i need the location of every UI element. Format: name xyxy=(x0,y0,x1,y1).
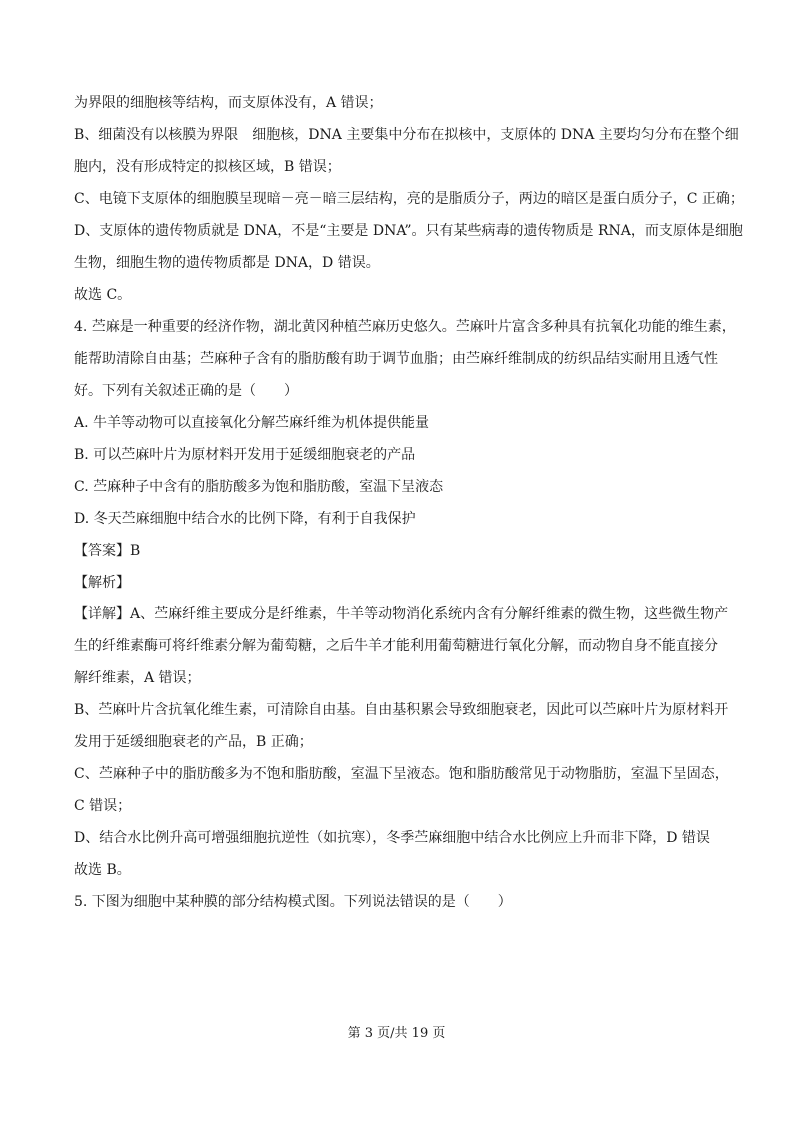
text-line: 能帮助清除自由基；苎麻种子含有的脂肪酸有助于调节血脂；由苎麻纤维制成的纺织品结实耐用且透气性 xyxy=(74,351,718,367)
option-a: A. 牛羊等动物可以直接氧化分解苎麻纤维为机体提供能量 xyxy=(74,415,430,431)
text-line: C、电镜下支原体的细胞膜呈现暗－亮－暗三层结构，亮的是脂质分子，两边的暗区是蛋白质分子，C 正确； xyxy=(74,191,744,207)
option-d: D. 冬天苎麻细胞中结合水的比例下降，有利于自我保护 xyxy=(74,511,416,527)
text-line: 生的纤维素酶可将纤维素分解为葡萄糖，之后牛羊才能利用葡萄糖进行氧化分解，而动物自身不能直接分 xyxy=(74,638,718,654)
text-line: 好。下列有关叙述正确的是（ ） xyxy=(74,383,298,399)
text-line: B、苎麻叶片含抗氧化维生素，可清除自由基。自由基积累会导致细胞衰老，因此可以苎麻叶片为原材料开 xyxy=(74,702,729,718)
question-5-stem: 5. 下图为细胞中某种膜的部分结构模式图。下列说法错误的是（ ） xyxy=(74,894,512,910)
analysis-label: 【解析】 xyxy=(74,575,130,591)
text-line: B、细菌没有以核膜为界限 细胞核，DNA 主要集中分布在拟核中，支原体的 DNA 主要均匀分布在整个细 xyxy=(74,127,739,143)
text-line: D、结合水比例升高可增强细胞抗逆性（如抗寒），冬季苎麻细胞中结合水比例应上升而非下降，D 错误 xyxy=(74,830,710,846)
option-b: B. 可以苎麻叶片为原材料开发用于延缓细胞衰老的产品 xyxy=(74,447,416,463)
text-line: 解纤维素，A 错误； xyxy=(74,670,201,686)
text-line: 为界限的细胞核等结构，而支原体没有，A 错误； xyxy=(74,95,383,111)
question-4-stem: 4. 苎麻是一种重要的经济作物，湖北黄冈种植苎麻历史悠久。苎麻叶片富含多种具有抗氧化功能的维生素， xyxy=(74,319,736,335)
text-line: C 错误； xyxy=(74,798,132,814)
text-line: 故选 B。 xyxy=(74,862,131,878)
text-line: D、支原体的遗传物质就是 DNA，不是“主要是 DNA”。只有某些病毒的遗传物质是 RNA，而支原体是细胞 xyxy=(74,223,743,239)
text-line: 胞内，没有形成特定的拟核区域，B 错误； xyxy=(74,159,341,175)
text-line: C、苎麻种子中的脂肪酸多为不饱和脂肪酸，室温下呈液态。饱和脂肪酸常见于动物脂肪，室温下呈固态， xyxy=(74,766,729,782)
option-c: C. 苎麻种子中含有的脂肪酸多为饱和脂肪酸，室温下呈液态 xyxy=(74,479,444,495)
text-line: 【详解】A、苎麻纤维主要成分是纤维素，牛羊等动物消化系统内含有分解纤维素的微生物，这些微生物产 xyxy=(74,606,729,622)
page-number-footer: 第 3 页/共 19 页 xyxy=(347,1026,446,1041)
text-line: 故选 C。 xyxy=(74,287,132,303)
answer-label: 【答案】B xyxy=(74,543,141,559)
text-line: 生物，细胞生物的遗传物质都是 DNA，D 错误。 xyxy=(74,255,380,271)
text-line: 发用于延缓细胞衰老的产品，B 正确； xyxy=(74,734,313,750)
